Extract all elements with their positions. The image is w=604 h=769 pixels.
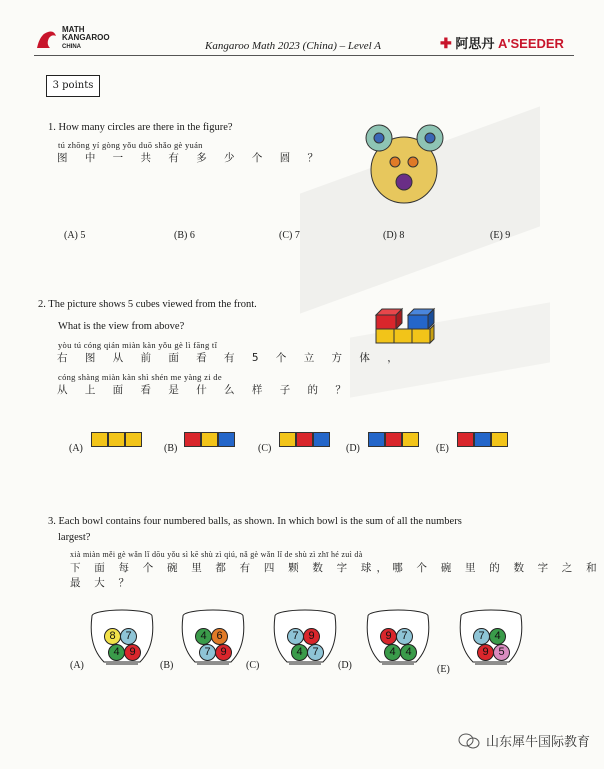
aseeder-logo: ✚ 阿思丹 A'SEEDER (440, 35, 564, 51)
q1-option-e[interactable]: (E) 9 (490, 230, 511, 241)
left-eye-circle (390, 157, 400, 167)
watermark-text: 山东犀牛国际教育 (485, 735, 590, 750)
q1-figure (360, 118, 450, 206)
q3-option-d[interactable]: (D) (338, 660, 352, 671)
number-ball: 7 (396, 628, 413, 645)
q2-strip-b (184, 432, 235, 448)
number-ball: 4 (489, 628, 506, 645)
q2-strip-e (457, 432, 508, 448)
number-ball: 5 (493, 644, 510, 661)
q2-option-e[interactable]: (E) (436, 443, 449, 454)
mouth-circle (396, 174, 412, 190)
q2-strip-d (368, 432, 419, 448)
number-ball: 7 (307, 644, 324, 661)
page-title: Kangaroo Math 2023 (China) – Level A (205, 40, 381, 52)
q2-pinyin2: cóng shàng miàn kàn shì shén me yàng zi de (58, 372, 222, 382)
kangaroo-icon (34, 26, 60, 50)
q1-chinese: 图 中 一 共 有 多 少 个 圆 ？ (57, 152, 326, 164)
number-ball: 9 (303, 628, 320, 645)
q2-cube-figure (372, 303, 436, 347)
q2-text: 2. The picture shows 5 cubes viewed from the front. (38, 299, 257, 310)
points-label: 3 points (46, 75, 100, 97)
q1-option-c[interactable]: (C) 7 (279, 230, 300, 241)
aseeder-cn: 阿思丹 (455, 36, 495, 51)
logo-text-1: MATH (62, 25, 85, 34)
q2-pinyin1: yòu tú cóng qián miàn kàn yǒu gè lì fāng tǐ (58, 340, 218, 350)
number-ball: 9 (380, 628, 397, 645)
q3-option-a[interactable]: (A) (70, 660, 84, 671)
number-ball: 8 (104, 628, 121, 645)
number-ball: 9 (477, 644, 494, 661)
q3-text: 3. Each bowl contains four numbered balls, as shown. In which bowl is the sum of all the numbers (48, 516, 462, 527)
q3-option-c[interactable]: (C) (246, 660, 260, 671)
q3-chinese: 下 面 每 个 碗 里 都 有 四 颗 数 字 球，哪 个 碗 里 的 数 字 之 和 最 大 ？ (70, 562, 602, 589)
number-ball: 9 (124, 644, 141, 661)
right-ear-inner-circle (425, 133, 435, 143)
number-ball: 7 (199, 644, 216, 661)
aseeder-brand: A'SEEDER (498, 36, 564, 51)
q3-bowl-d (360, 606, 436, 668)
q3-option-b[interactable]: (B) (160, 660, 174, 671)
header-divider (34, 55, 574, 56)
number-ball: 7 (120, 628, 137, 645)
q3-bowl-c (267, 606, 343, 668)
number-ball: 4 (195, 628, 212, 645)
q3-pinyin: xià miàn měi gè wǎn lǐ dōu yǒu sì kē shù zì qiú, nǎ gè wǎn lǐ de shù zì zhī hé zuì dà (70, 550, 363, 559)
q1-option-a[interactable]: (A) 5 (64, 230, 86, 241)
logo-text-3: CHINA (62, 44, 81, 50)
number-ball: 9 (215, 644, 232, 661)
q2-option-c[interactable]: (C) (258, 443, 272, 454)
q1-text: 1. How many circles are there in the figure? (48, 122, 233, 133)
number-ball: 4 (400, 644, 417, 661)
number-ball: 4 (384, 644, 401, 661)
q2-chinese2: 从 上 面 看 是 什 么 样 子 的 ？ (57, 384, 353, 396)
q2-sub: What is the view from above? (58, 321, 185, 332)
q1-option-b[interactable]: (B) 6 (174, 230, 195, 241)
q2-option-b[interactable]: (B) (164, 443, 178, 454)
wechat-icon (458, 733, 480, 749)
q1-option-d[interactable]: (D) 8 (383, 230, 405, 241)
q1-pinyin: tú zhōng yí gòng yǒu duō shǎo gè yuán (58, 140, 203, 150)
right-eye-circle (408, 157, 418, 167)
q3-bowl-b (175, 606, 251, 668)
q2-chinese1: 右 图 从 前 面 看 有 5 个 立 方 体 ， (57, 352, 405, 364)
number-ball: 4 (291, 644, 308, 661)
q2-strip-c (279, 432, 330, 448)
wechat-watermark (458, 731, 590, 750)
q3-option-e[interactable]: (E) (437, 664, 450, 675)
left-ear-inner-circle (374, 133, 384, 143)
q2-option-a[interactable]: (A) (69, 443, 83, 454)
q3-bowl-e (453, 606, 529, 668)
q2-option-d[interactable]: (D) (346, 443, 360, 454)
q3-text2: largest? (58, 532, 91, 543)
q2-strip-a (91, 432, 142, 448)
number-ball: 6 (211, 628, 228, 645)
math-kangaroo-logo (34, 24, 114, 54)
number-ball: 7 (473, 628, 490, 645)
q3-bowl-a (84, 606, 160, 668)
number-ball: 4 (108, 644, 125, 661)
logo-text-2: KANGAROO (62, 33, 110, 42)
number-ball: 7 (287, 628, 304, 645)
